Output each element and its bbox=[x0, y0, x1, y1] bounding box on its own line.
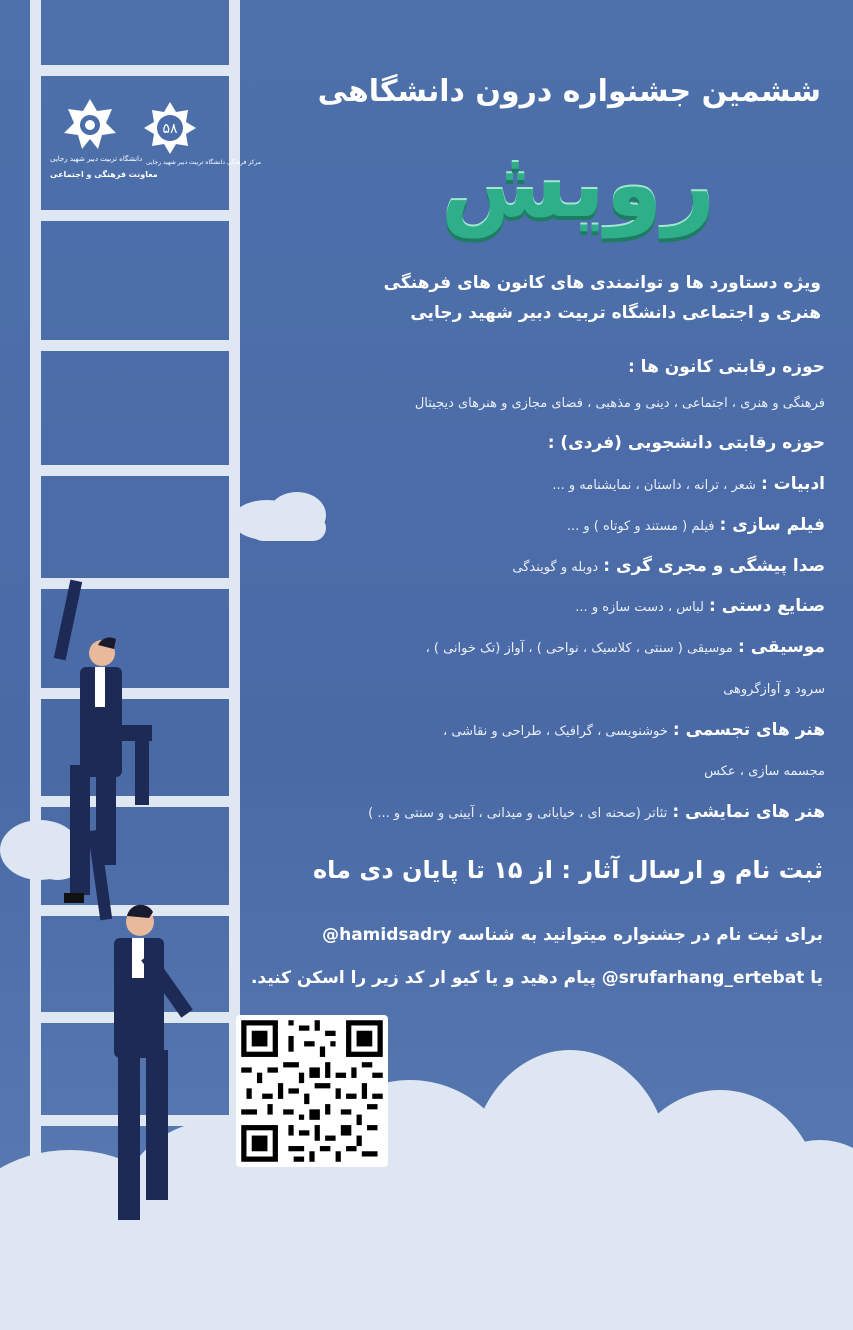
left-logo-caption-1: دانشگاه تربیت دبیر شهید رجایی bbox=[50, 155, 143, 163]
ladder-rung bbox=[30, 210, 240, 221]
qr-code[interactable] bbox=[236, 1015, 388, 1167]
ladder-rung bbox=[30, 465, 240, 476]
festival-line: ششمین جشنواره درون دانشگاهی bbox=[317, 74, 821, 109]
item-visual-arts: هنر های تجسمی : خوشنویسی ، گرافیک ، طراحی و نقاشی ، bbox=[443, 720, 825, 740]
logos-area bbox=[50, 95, 261, 200]
subtitle-line-2: هنری و اجتماعی دانشگاه تربیت دبیر شهید رجایی bbox=[410, 303, 821, 323]
item-film: فیلم سازی : فیلم ( مستند و کوتاه ) و ... bbox=[566, 515, 825, 535]
subtitle-line-1: ویژه دستاورد ها و توانمندی های کانون های فرهنگی bbox=[383, 273, 821, 293]
svg-text:۵۸: ۵۸ bbox=[162, 121, 178, 137]
left-logo-caption-2: معاونت فرهنگی و اجتماعی bbox=[50, 170, 158, 179]
item-literature: ادبیات : شعر ، ترانه ، داستان ، نمایشنامه و ... bbox=[552, 474, 825, 494]
right-logo-caption: مرکز فرهنگی دانشگاه تربیت دبیر شهید رجایی bbox=[146, 159, 261, 166]
item-handicrafts: صنایع دستی : لباس ، دست سازه و ... bbox=[575, 596, 825, 616]
item-music-cont: سرود و آوازگروهی bbox=[723, 682, 825, 697]
item-music: موسیقی : موسیقی ( سنتی ، کلاسیک ، نواحی ) ، آواز (تک خوانی ) ، bbox=[425, 637, 825, 657]
cultural-center-logo bbox=[142, 100, 198, 156]
item-visual-arts-cont: مجسمه سازی ، عکس bbox=[704, 764, 825, 779]
qr-code-pattern bbox=[236, 1015, 388, 1167]
clubs-text: فرهنگی و هنری ، اجتماعی ، دینی و مذهبی ، فضای مجازی و هنرهای دیجیتال bbox=[414, 396, 825, 411]
ladder-rung bbox=[30, 340, 240, 351]
register-line-2: یا srufarhang_ertebat@ پیام دهید و یا کیو ار کد زیر را اسکن کنید. bbox=[250, 968, 823, 988]
individual-heading: حوزه رقابتی دانشجویی (فردی) : bbox=[547, 433, 825, 453]
item-performing-arts: هنر های نمایشی : تئاتر (صحنه ای ، خیابانی و میدانی ، آیینی و سنتی و ... ) bbox=[368, 802, 825, 822]
register-line-1: برای ثبت نام در جشنواره میتوانید به شناسه hamidsadry@ bbox=[322, 925, 823, 945]
university-logo bbox=[62, 97, 118, 153]
clubs-heading: حوزه رقابتی کانون ها : bbox=[627, 357, 825, 377]
deadline: ثبت نام و ارسال آثار : از ۱۵ تا پایان دی ماه bbox=[312, 856, 823, 884]
festival-name: رویش bbox=[440, 131, 716, 238]
festival-name-block bbox=[343, 130, 813, 250]
item-voice: صدا پیشگی و مجری گری : دوبله و گویندگی bbox=[512, 556, 825, 576]
ladder-rung bbox=[30, 65, 240, 76]
climber-bottom-illustration bbox=[70, 830, 230, 1250]
